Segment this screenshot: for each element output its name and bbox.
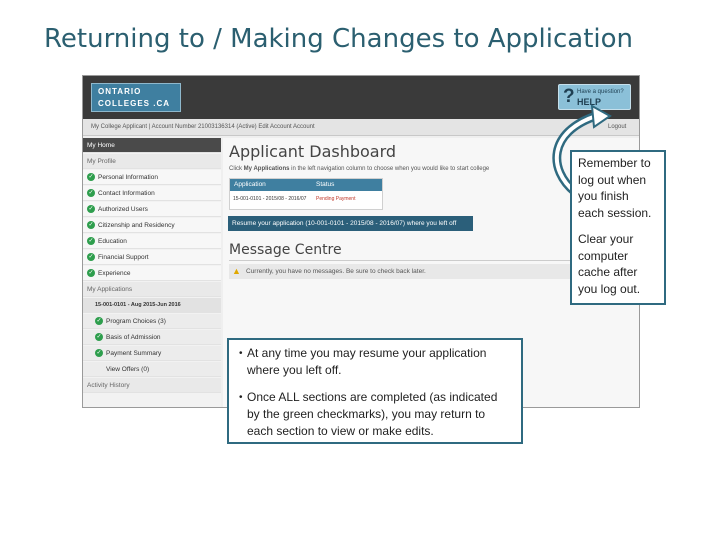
checkmark-icon: ✓ xyxy=(96,334,102,340)
nav-label: Personal Information xyxy=(98,174,158,181)
nav-label: 15-001-0101 - Aug 2015-Jun 2016 xyxy=(95,302,181,308)
notes-box xyxy=(227,338,523,444)
logo-line-1: ONTARIO xyxy=(98,87,142,96)
logout-tip: Remember to log out when you finish each session. xyxy=(578,156,652,220)
bullet: • xyxy=(239,348,243,359)
message-centre-title: Message Centre xyxy=(229,242,342,258)
checkmark-icon: ✓ xyxy=(88,206,94,212)
desc-bold: My Applications xyxy=(243,166,290,172)
logout-link[interactable]: Logout xyxy=(608,124,627,130)
note-text: Once ALL sections are completed (as indicated by the green checkmarks), you may return to each section to view or make edits. xyxy=(247,390,498,438)
nav-label: Education xyxy=(98,238,127,245)
checkmark-icon: ✓ xyxy=(88,270,94,276)
desc-pre: Click xyxy=(229,166,244,172)
question-mark-icon: ? xyxy=(563,86,575,107)
nav-label: Program Choices (3) xyxy=(106,318,166,325)
slide-title: Returning to / Making Changes to Application xyxy=(44,24,634,54)
checkmark-icon: ✓ xyxy=(96,350,102,356)
account-info: My College Applicant | Account Number 21003136314 (Active) Edit Account Account xyxy=(91,124,315,130)
logo-line-2: COLLEGES .CA xyxy=(98,99,171,108)
nav-label: My Home xyxy=(87,142,115,149)
nav-label: Authorized Users xyxy=(98,206,148,213)
message-text: Currently, you have no messages. Be sure to check back later. xyxy=(246,268,426,275)
checkmark-icon: ✓ xyxy=(88,222,94,228)
note-text: At any time you may resume your application where you left off. xyxy=(247,346,487,377)
help-small-text: Have a question? xyxy=(577,89,624,95)
nav-label: Payment Summary xyxy=(106,350,162,357)
desc-post: in the left navigation column to choose when you would like to start college xyxy=(289,166,490,172)
checkmark-icon: ✓ xyxy=(88,238,94,244)
resume-application-button[interactable]: Resume your application (10-001-0101 - 2015/08 - 2016/07) where you left off xyxy=(228,216,473,231)
note-item xyxy=(239,389,509,440)
nav-label: Contact Information xyxy=(98,190,155,197)
bullet: • xyxy=(239,392,243,403)
checkmark-icon: ✓ xyxy=(88,174,94,180)
column-status: Status xyxy=(316,181,335,188)
tips-callout xyxy=(570,150,666,305)
dashboard-title: Applicant Dashboard xyxy=(229,142,397,161)
nav-label: My Applications xyxy=(87,286,133,293)
nav-label: My Profile xyxy=(87,158,116,165)
nav-label: Financial Support xyxy=(98,254,149,261)
nav-label: Basis of Admission xyxy=(106,334,161,341)
cache-tip: Clear your computer cache after you log out. xyxy=(578,232,641,296)
help-label: HELP xyxy=(577,97,602,107)
warning-icon: ▲ xyxy=(232,266,241,276)
nav-label: Citizenship and Residency xyxy=(98,222,175,229)
checkmark-icon: ✓ xyxy=(96,318,102,324)
nav-label: View Offers (0) xyxy=(106,366,150,373)
nav-label: Experience xyxy=(98,270,131,277)
note-item xyxy=(239,345,509,379)
checkmark-icon: ✓ xyxy=(88,190,94,196)
nav-label: Activity History xyxy=(87,382,130,389)
column-application: Application xyxy=(234,181,266,188)
status-cell: Pending Payment xyxy=(316,196,356,202)
application-id-cell: 15-001-0101 - 2015/08 - 2016/07 xyxy=(233,196,307,202)
checkmark-icon: ✓ xyxy=(88,254,94,260)
